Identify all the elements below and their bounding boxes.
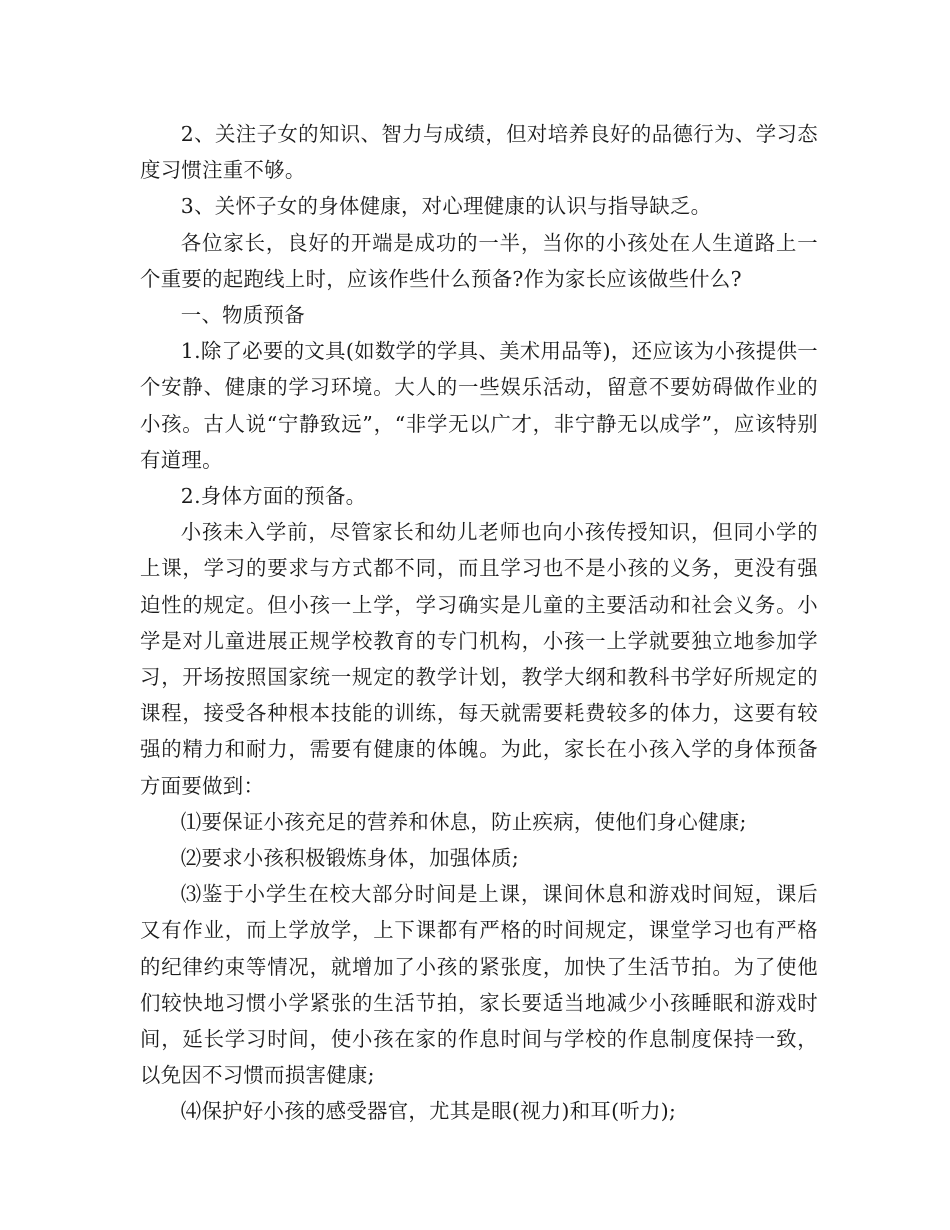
list-item-exercise: ⑵要求小孩积极锻炼身体，加强体质; — [180, 846, 520, 871]
paragraph-body-preparation: 小孩未入学前，尽管家长和幼儿老师也向小孩传授知识，但同小学的上课，学习的要求与方式都不同，而且学习也不是小孩的义务，更没有强迫性的规定。但小孩一上学，学习确实是儿童的主要活动和社会义务。小学是对儿童进展正规学校教育的专门机构，小孩一上学就要独立地参加学习，开场按照国家统一规定的教学计划，教学大纲和教科书学好所规定的课程，接受各种根本技能的训练，每天就需要耗费较多的体力，这要有较强的精力和耐力，需要有健康的体魄。为此，家长在小孩入学的身体预备方面要做到： — [140, 520, 818, 798]
section-heading-material: 一、物质预备 — [180, 303, 305, 328]
subheading-body-preparation: 2.身体方面的预备。 — [180, 484, 367, 509]
list-item-schedule: ⑶鉴于小学生在校大部分时间是上课，课间休息和游戏时间短，课后又有作业，而上学放学，上下课都有严格的时间规定，课堂学习也有严格的纪律约束等情况，就增加了小孩的紧张度，加快了生活节拍。为了使他们较快地习惯小学紧张的生活节拍，家长要适当地减少小孩睡眠和游戏时间，延长学习时间，使小孩在家的作息时间与学校的作息制度保持一致，以免因不习惯而损害健康; — [140, 882, 818, 1088]
paragraph-item-2: 2、关注子女的知识、智力与成绩，但对培养良好的品德行为、学习态度习惯注重不够。 — [140, 122, 818, 183]
list-item-nutrition: ⑴要保证小孩充足的营养和休息，防止疾病，使他们身心健康; — [180, 809, 747, 834]
paragraph-item-3: 3、关怀子女的身体健康，对心理健康的认识与指导缺乏。 — [180, 194, 712, 219]
list-item-senses: ⑷保护好小孩的感受器官，尤其是眼(视力)和耳(听力); — [180, 1099, 677, 1124]
paragraph-intro: 各位家长，良好的开端是成功的一半，当你的小孩处在人生道路上一个重要的起跑线上时，应该作些什么预备?作为家长应该做些什么? — [140, 230, 818, 291]
paragraph-material-1: 1.除了必要的文具(如数学的学具、美术用品等)，还应该为小孩提供一个安静、健康的学习环境。大人的一些娱乐活动，留意不要妨碍做作业的小孩。古人说“宁静致远”，“非学无以广才，非宁静无以成学”，应该特别有道理。 — [140, 339, 818, 472]
